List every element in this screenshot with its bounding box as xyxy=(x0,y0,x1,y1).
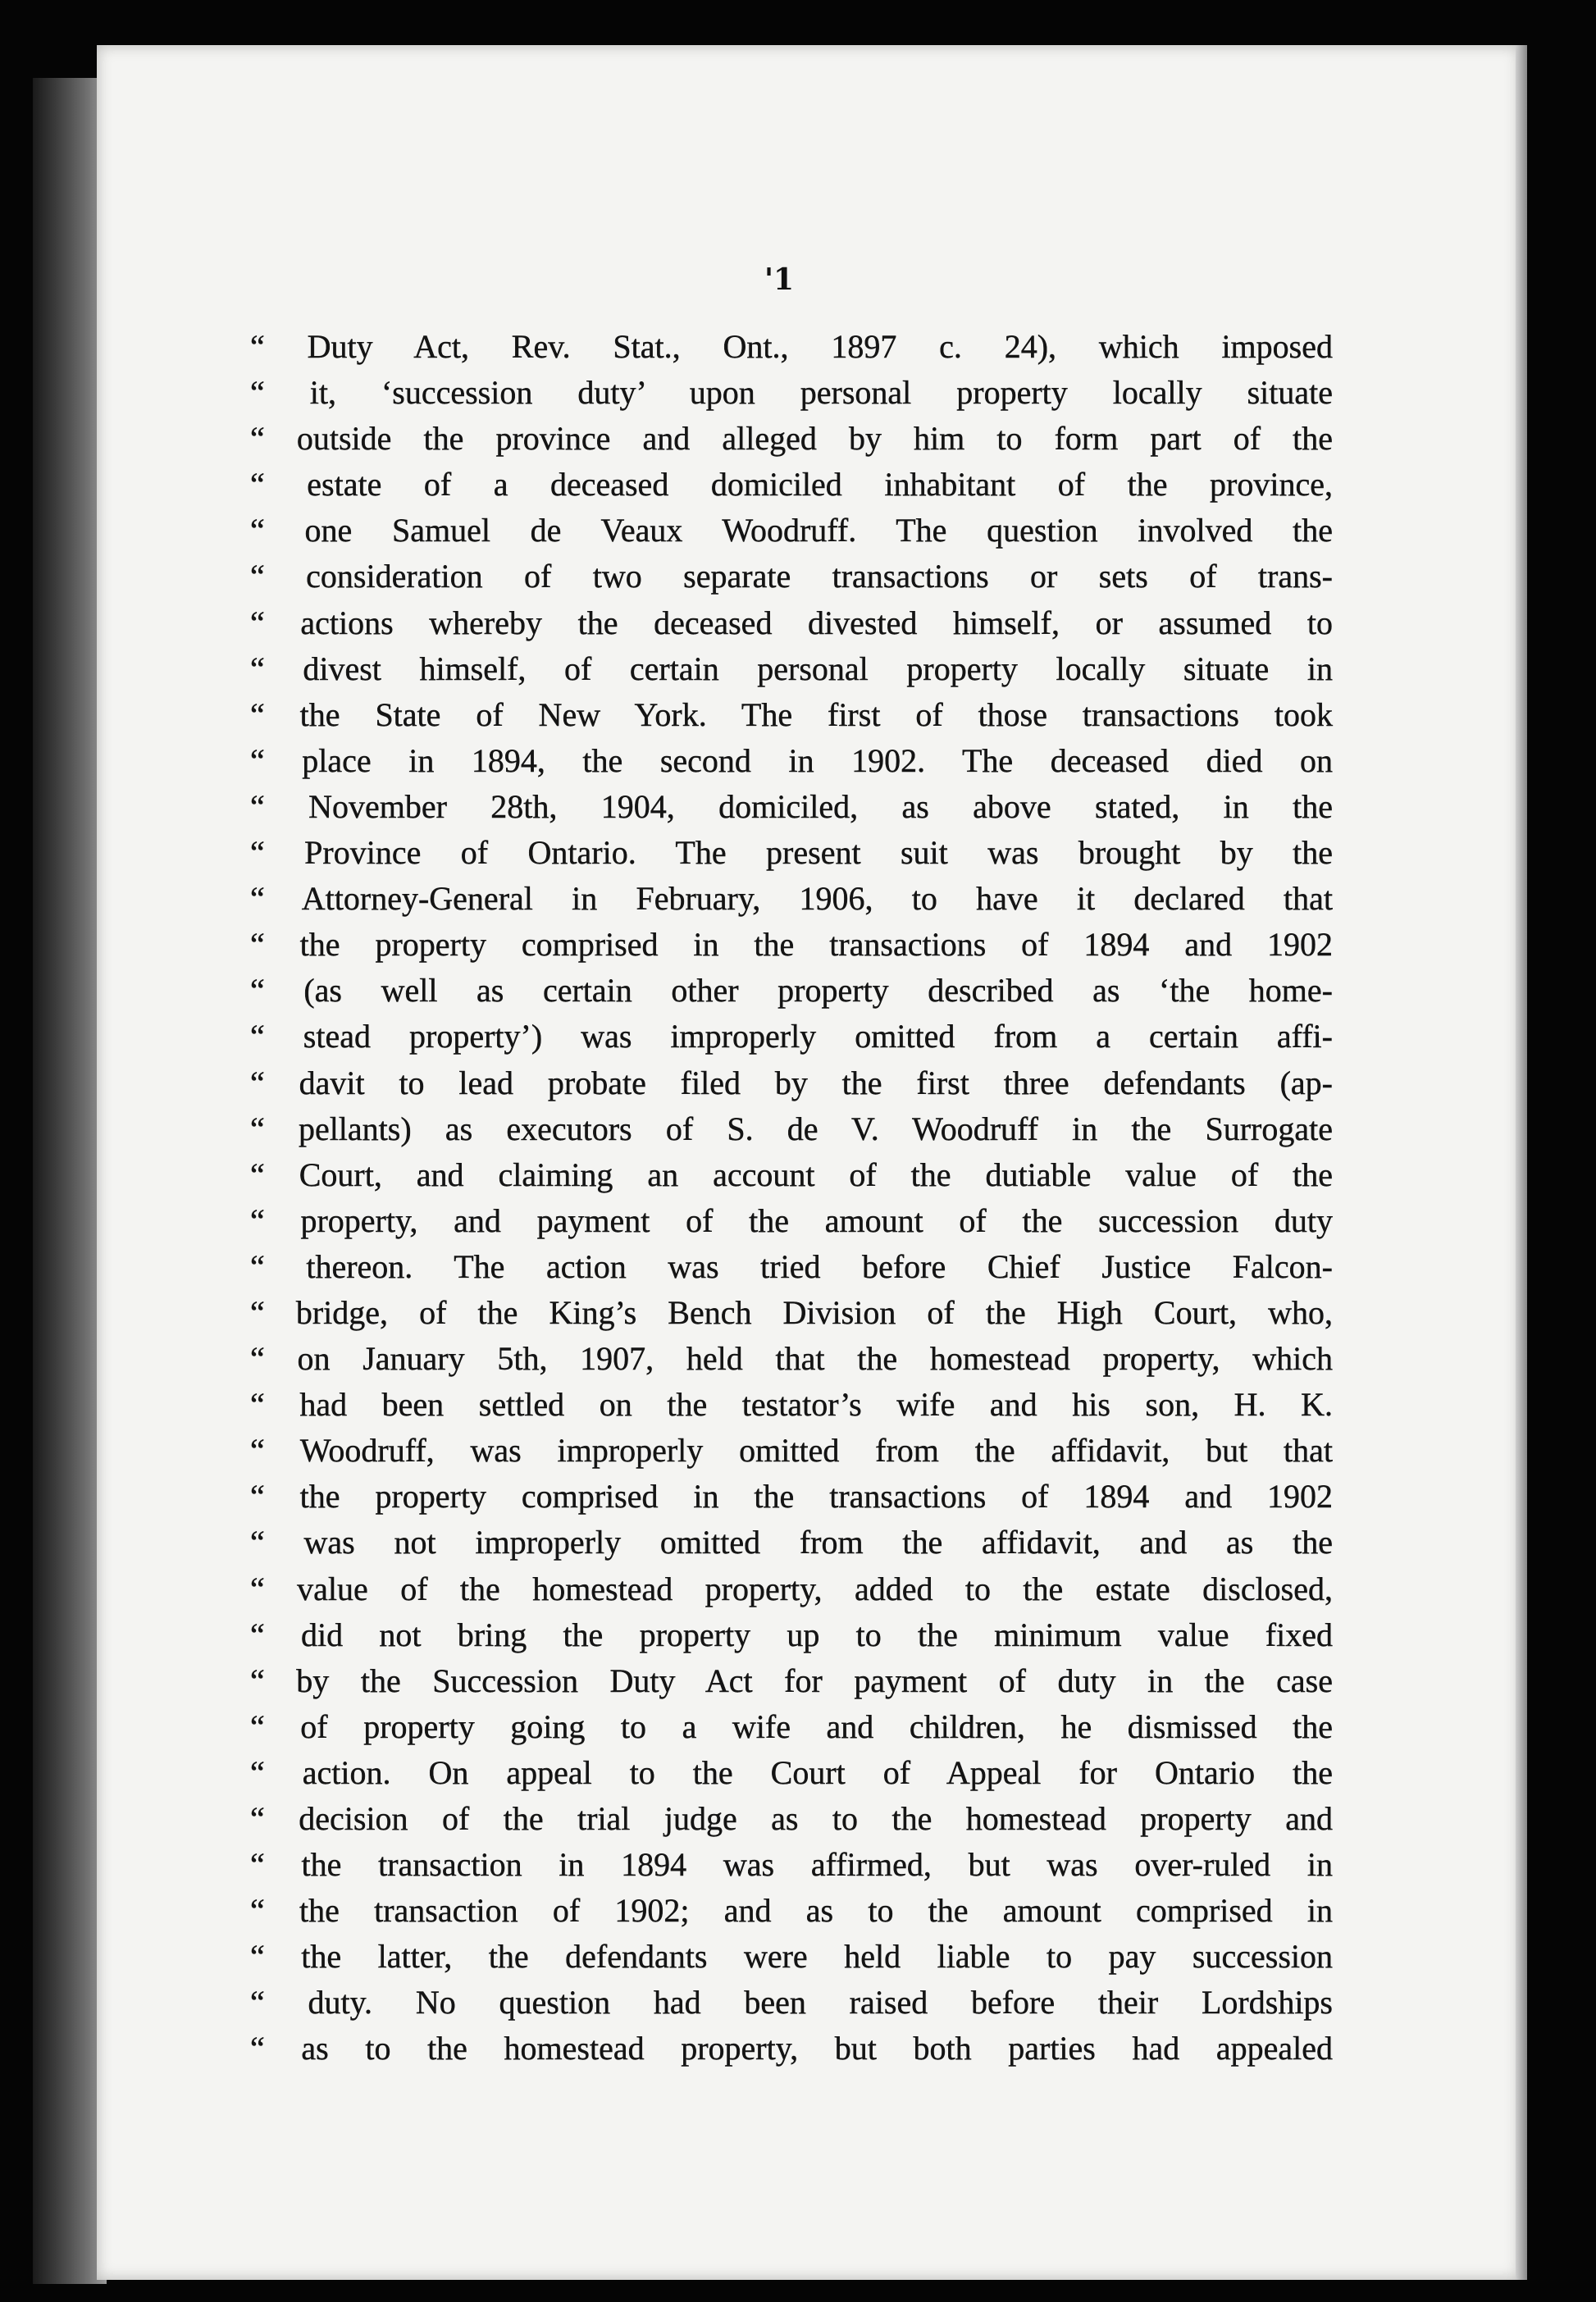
text-line: “ on January 5th, 1907, held that the homestead property, which xyxy=(250,1340,1333,1378)
text-line: “ davit to lead probate filed by the first three defendants (ap- xyxy=(250,1064,1333,1101)
text-line: “ outside the province and alleged by him to form part of the xyxy=(250,420,1333,458)
text-line: “ estate of a deceased domiciled inhabitant of the province, xyxy=(250,466,1333,504)
text-line: “ actions whereby the deceased divested himself, or assumed to xyxy=(250,604,1333,641)
text-line: “ the property comprised in the transactions of 1894 and 1902 xyxy=(250,926,1333,964)
book-gutter-shadow xyxy=(33,78,107,2284)
text-line: “ divest himself, of certain personal property locally situate in xyxy=(250,650,1333,687)
body-text xyxy=(250,324,1333,2072)
text-line: “ bridge, of the King’s Bench Division of the High Court, who, xyxy=(250,1293,1333,1331)
text-line: “ did not bring the property up to the minimum value fixed xyxy=(250,1616,1333,1653)
text-line: “ the property comprised in the transactions of 1894 and 1902 xyxy=(250,1478,1333,1516)
text-line: “ it, ‘succession duty’ upon personal property locally situate xyxy=(250,374,1333,412)
text-line: “ Province of Ontario. The present suit was brought by the xyxy=(250,834,1333,872)
text-line: “ the latter, the defendants were held liable to pay succession xyxy=(250,1938,1333,1976)
text-line: “ consideration of two separate transactions or sets of trans- xyxy=(250,558,1333,595)
text-line: “ action. On appeal to the Court of Appeal for Ontario the xyxy=(250,1753,1333,1791)
text-line: “ the State of New York. The first of those transactions took xyxy=(250,695,1333,733)
text-line: “ property, and payment of the amount of the succession duty xyxy=(250,1201,1333,1239)
text-line: “ as to the homestead property, but both parties had appealed xyxy=(250,2030,1333,2067)
text-line: “ value of the homestead property, added to the estate disclosed, xyxy=(250,1570,1333,1607)
text-line: “ November 28th, 1904, domiciled, as above stated, in the xyxy=(250,787,1333,825)
text-line: “ the transaction of 1902; and as to the amount comprised in xyxy=(250,1892,1333,1930)
text-line: “ had been settled on the testator’s wife and his son, H. K. xyxy=(250,1386,1333,1424)
page-number: '1 xyxy=(764,262,795,297)
text-line: “ of property going to a wife and children, he dismissed the xyxy=(250,1707,1333,1745)
text-line: “ thereon. The action was tried before Chief Justice Falcon- xyxy=(250,1247,1333,1285)
text-line: “ the transaction in 1894 was affirmed, but was over-ruled in xyxy=(250,1846,1333,1884)
text-line: “ decision of the trial judge as to the homestead property and xyxy=(250,1800,1333,1837)
text-line: “ pellants) as executors of S. de V. Woodruff in the Surrogate xyxy=(250,1110,1333,1147)
text-line: “ (as well as certain other property described as ‘the home- xyxy=(250,972,1333,1010)
text-line: “ Attorney-General in February, 1906, to have it declared that xyxy=(250,880,1333,918)
text-line: “ place in 1894, the second in 1902. The deceased died on xyxy=(250,741,1333,779)
text-line: “ by the Succession Duty Act for payment of duty in the case xyxy=(250,1662,1333,1699)
text-line: “ Court, and claiming an account of the dutiable value of the xyxy=(250,1156,1333,1193)
text-line: “ stead property’) was improperly omitted from a certain affi- xyxy=(250,1018,1333,1055)
page-edge xyxy=(1516,45,1527,2280)
text-line: “ one Samuel de Veaux Woodruff. The question involved the xyxy=(250,512,1333,549)
text-line: “ duty. No question had been raised before their Lordships xyxy=(250,1984,1333,2022)
text-line: “ Woodruff, was improperly omitted from the affidavit, but that xyxy=(250,1432,1333,1470)
text-line: “ Duty Act, Rev. Stat., Ont., 1897 c. 24), which imposed xyxy=(250,328,1333,365)
text-line: “ was not improperly omitted from the affidavit, and as the xyxy=(250,1524,1333,1561)
